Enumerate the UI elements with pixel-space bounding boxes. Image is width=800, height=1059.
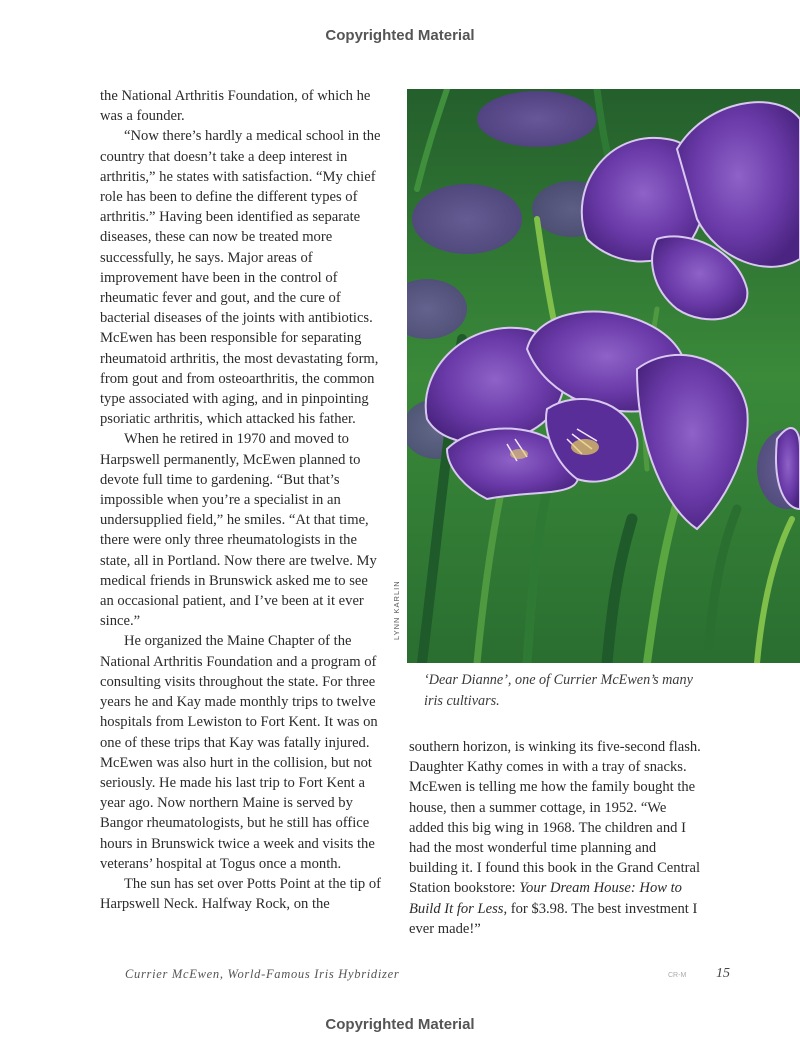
iris-illustration	[407, 89, 800, 663]
right-text-column	[409, 737, 701, 939]
iris-photo	[407, 89, 800, 663]
footer-mark: CR-M	[668, 972, 687, 979]
book-title: Your Dream House: How to Build It for Less	[409, 880, 682, 917]
paragraph: “Now there’s hardly a medical school in the country that doesn’t take a deep interest in arthritis,” he states with satisfaction. “My chief role has been to define the different types of arthritis.” Having been identified as separate diseases, these can now be treated more successfully, he says. Major areas of improvement have been in the control of rheumatic fever and gout, and the cure of bacterial diseases of the joints with antibiotics. McEwen has been responsible for separating rheumatoid arthritis, the most devastating form, from gout and from osteoarthritis, the common type associated with aging, and in pinpointing psoriatic arthritis, which attacked his father.	[100, 128, 381, 428]
photo-credit: LYNN KARLIN	[392, 580, 401, 640]
left-text-column	[100, 86, 382, 914]
paragraph-text: , for $3.98. The best investment I ever made!”	[409, 900, 698, 937]
paragraph: When he retired in 1970 and moved to Harpswell permanently, McEwen planned to devote full time to gardening. “But that’s impossible when you’re a specialist in an undersupplied field,” he smiles. “At that time, there were only three rheumatologists in the state, all in Portland. Now there are twelve. My medical friends in Brunswick asked me to see an occasional patient, and I’ve been at it ever since.”	[100, 431, 377, 630]
paragraph-text: southern horizon, is winking its five-second flash. Daughter Kathy comes in with a tray of snacks. McEwen is telling me how the family bought the house, then a summer cottage, in 1952. “We added this big wing in 1968. The children and I had the most wonderful time planning and building it. I found this book in the Grand Central Station bookstore:	[409, 739, 701, 897]
paragraph: The sun has set over Potts Point at the tip of Harpswell Neck. Halfway Rock, on the	[100, 875, 381, 913]
copyright-banner-top: Copyrighted Material	[325, 27, 475, 44]
running-footer-title: Currier McEwen, World-Famous Iris Hybridizer	[125, 967, 400, 981]
paragraph	[409, 737, 701, 939]
paragraph: the National Arthritis Foundation, of which he was a founder.	[100, 88, 371, 125]
photo-caption: ‘Dear Dianne’, one of Currier McEwen’s many iris cultivars.	[424, 672, 693, 709]
page-number: 15	[716, 966, 730, 981]
copyright-banner-bottom: Copyrighted Material	[325, 1016, 475, 1033]
paragraph: He organized the Maine Chapter of the National Arthritis Foundation and a program of consulting visits throughout the state. For three years he and Kay made monthly trips to twelve hospitals from Lewiston to Fort Kent. It was on one of these trips that Kay was fatally injured. McEwen was also hurt in the collision, but not seriously. He made his last trip to Fort Kent a year ago. Now northern Maine is served by Bangor rheumatologists, but he still has office hours in Brunswick twice a week and visits the veterans’ hospital at Togus once a month.	[100, 633, 378, 872]
